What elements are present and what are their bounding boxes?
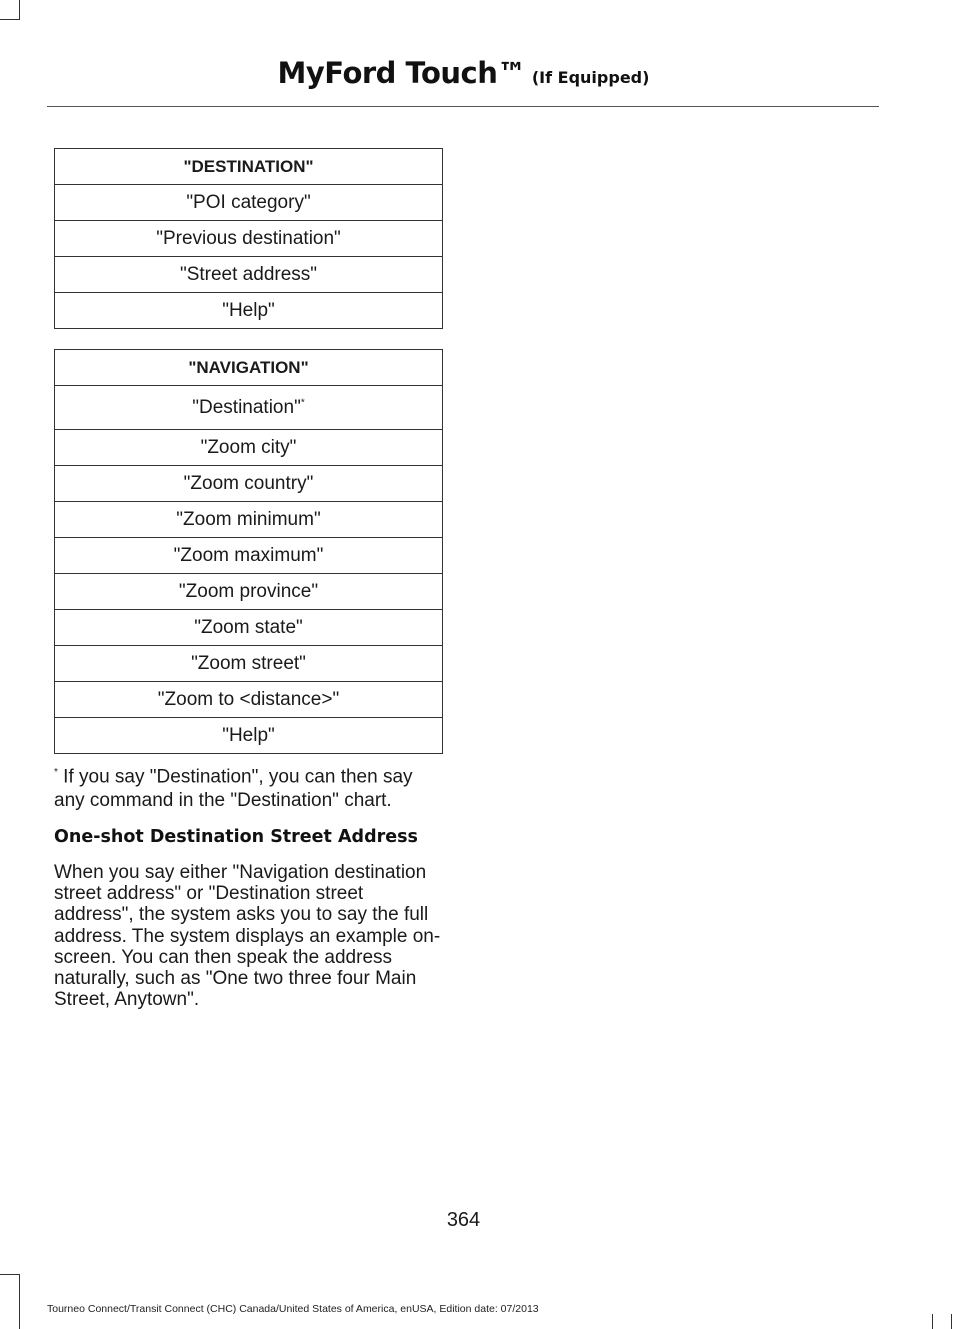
- table-row: [55, 430, 443, 466]
- table-cell: "Zoom maximum": [55, 538, 443, 574]
- table-row: [55, 221, 443, 257]
- section-body-text: When you say either "Navigation destination street address" or "Destination street address", the system asks you to say the full address. The system displays an example on-screen. You can then speak the address naturally, such as "One two three four Main Street, Anytown".: [54, 862, 441, 1011]
- table-cell: "Zoom city": [55, 430, 443, 466]
- crop-mark-bottom-right-vertical-b: [951, 1314, 952, 1329]
- table-row: [55, 466, 443, 502]
- table-row: [55, 257, 443, 293]
- table-row: [55, 646, 443, 682]
- header-divider: [47, 106, 879, 107]
- table-row: [55, 538, 443, 574]
- table-row: [55, 185, 443, 221]
- crop-mark-bottom-left-vertical: [19, 1309, 20, 1329]
- table-cell: "Help": [55, 718, 443, 754]
- footnote-text: If you say "Destination", you can then say any command in the "Destination" chart.: [54, 766, 413, 812]
- crop-mark-bottom-left-side: [19, 1274, 20, 1309]
- header-title-subtitle: (If Equipped): [531, 68, 650, 87]
- page-number: 364: [446, 1209, 481, 1231]
- crop-mark-top-left-vertical: [19, 0, 20, 20]
- navigation-commands-table: [54, 349, 443, 754]
- table-cell: "Zoom street": [55, 646, 443, 682]
- table-row: [55, 682, 443, 718]
- destination-table-heading: "DESTINATION": [55, 149, 443, 185]
- page-header-title: [0, 56, 927, 90]
- table-cell: "Street address": [55, 257, 443, 293]
- crop-mark-top-left-horizontal: [0, 19, 20, 20]
- table-cell: "Zoom state": [55, 610, 443, 646]
- navigation-table-heading: "NAVIGATION": [55, 350, 443, 386]
- table-cell: "POI category": [55, 185, 443, 221]
- destination-commands-table: [54, 148, 443, 329]
- destination-command-text: "Destination": [192, 396, 301, 418]
- table-cell: "Previous destination": [55, 221, 443, 257]
- table-row: [55, 610, 443, 646]
- edition-footer: Tourneo Connect/Transit Connect (CHC) Canada/United States of America, enUSA, Edition date: 07/2013: [47, 1303, 539, 1315]
- table-cell: "Zoom province": [55, 574, 443, 610]
- header-title-main: MyFord Touch™: [277, 56, 526, 90]
- table-cell: "Zoom to <distance>": [55, 682, 443, 718]
- footnote-mark: *: [54, 767, 58, 778]
- table-cell: "Help": [55, 293, 443, 329]
- section-heading: One-shot Destination Street Address: [54, 827, 418, 847]
- table-row: [55, 574, 443, 610]
- table-header-row: [55, 149, 443, 185]
- table-cell: [55, 386, 443, 430]
- table-row: [55, 718, 443, 754]
- table-row: [55, 502, 443, 538]
- table-row: [55, 386, 443, 430]
- footnote-marker: *: [300, 397, 305, 409]
- table-cell: "Zoom minimum": [55, 502, 443, 538]
- table-header-row: [55, 350, 443, 386]
- footnote: [54, 761, 446, 813]
- crop-mark-bottom-right-vertical-a: [932, 1314, 933, 1329]
- crop-mark-bottom-left-horizontal: [0, 1274, 20, 1275]
- table-row: [55, 293, 443, 329]
- table-cell: "Zoom country": [55, 466, 443, 502]
